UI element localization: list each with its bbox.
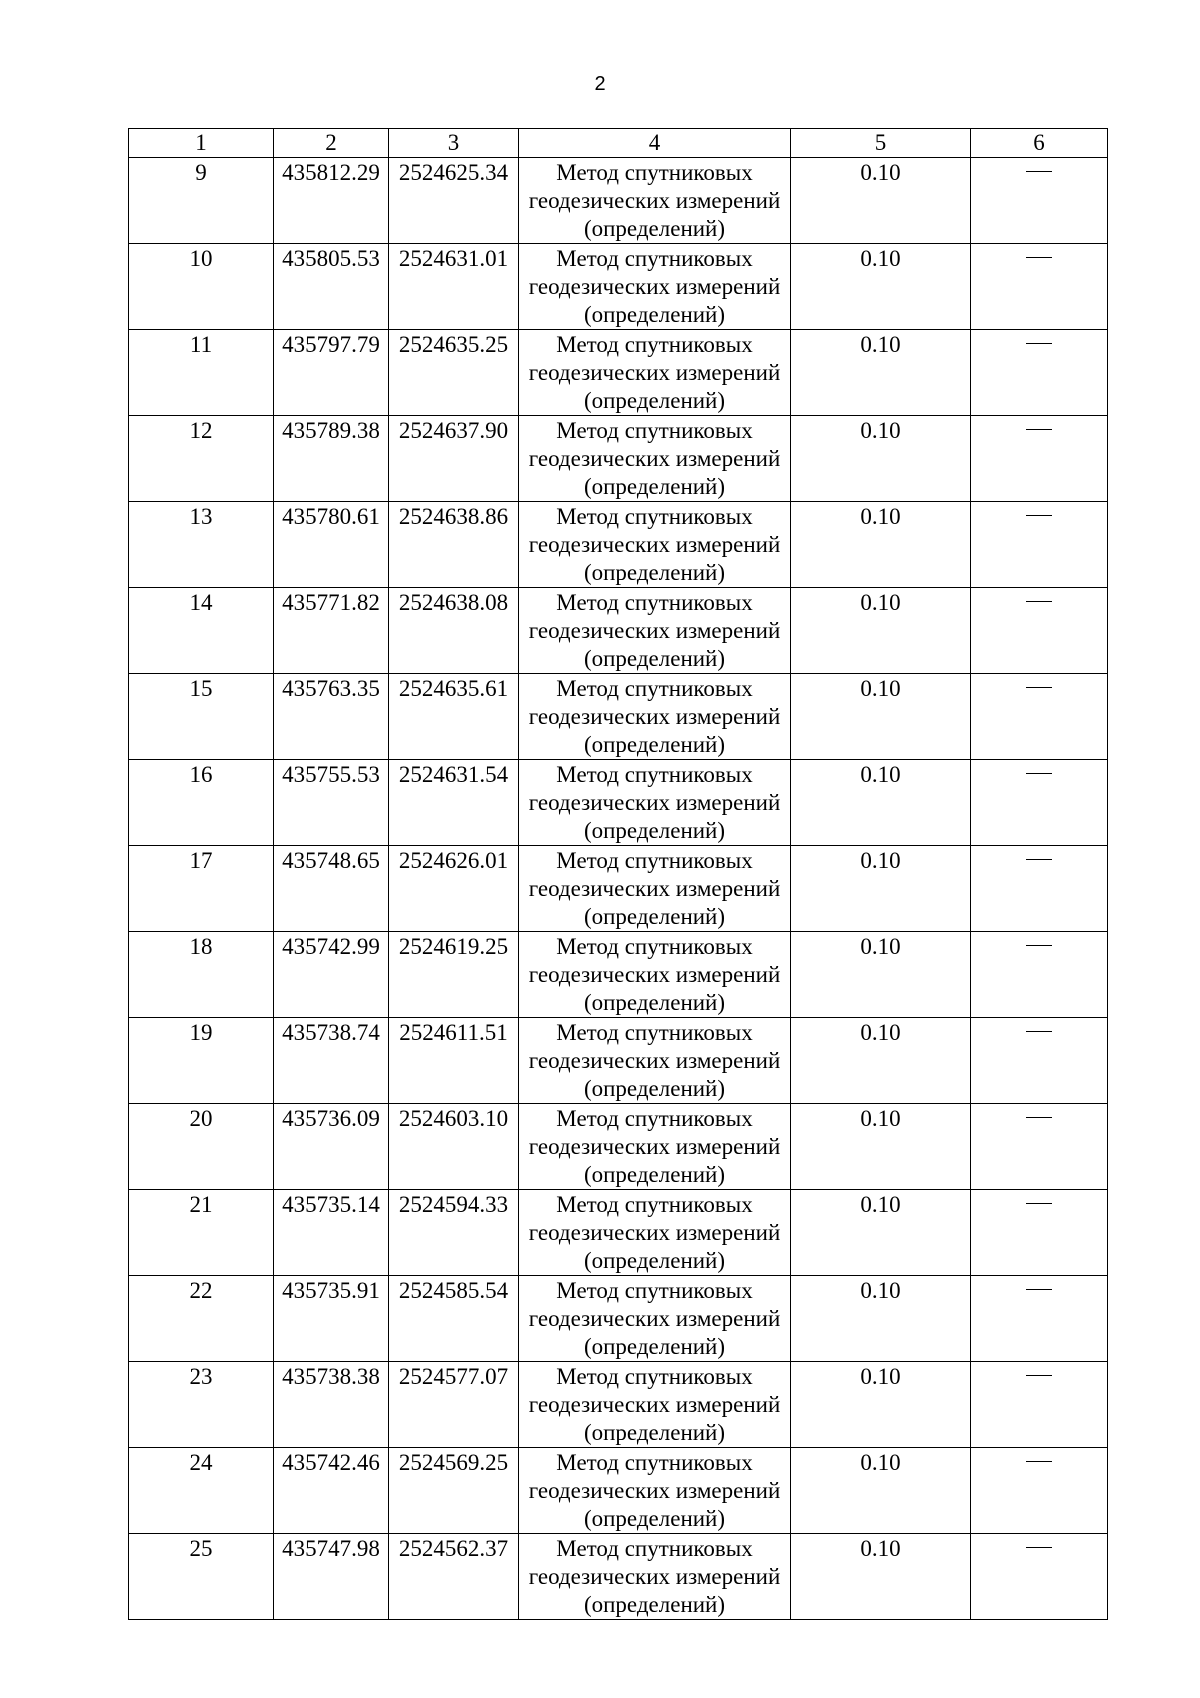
table-row [129, 1534, 1108, 1620]
x-coordinate-cell: 435797.79 [274, 330, 389, 416]
method-line: (определений) [583, 1162, 726, 1187]
table-row [129, 760, 1108, 846]
method-line: (определений) [583, 818, 726, 843]
table-header [129, 129, 1108, 158]
note-cell [971, 674, 1108, 760]
method-cell [519, 1276, 791, 1362]
point-number-cell: 25 [129, 1534, 274, 1620]
method-cell [519, 1534, 791, 1620]
y-coordinate-cell: 2524611.51 [389, 1018, 519, 1104]
accuracy-cell: 0.10 [791, 674, 971, 760]
accuracy-cell: 0.10 [791, 502, 971, 588]
method-line: Метод спутниковых [556, 332, 753, 357]
point-number-cell: 11 [129, 330, 274, 416]
method-cell [519, 674, 791, 760]
point-number-cell: 20 [129, 1104, 274, 1190]
method-line: геодезических измерений [528, 1048, 781, 1073]
method-line: Метод спутниковых [556, 1192, 753, 1217]
note-cell [971, 846, 1108, 932]
method-line: (определений) [583, 302, 726, 327]
note-cell [971, 1276, 1108, 1362]
dash-mark [1026, 515, 1052, 516]
method-line: (определений) [583, 1420, 726, 1445]
note-cell [971, 330, 1108, 416]
method-line: геодезических измерений [528, 274, 781, 299]
dash-mark [1026, 1375, 1052, 1376]
method-line: (определений) [583, 1334, 726, 1359]
x-coordinate-cell: 435735.91 [274, 1276, 389, 1362]
x-coordinate-cell: 435747.98 [274, 1534, 389, 1620]
column-header-1: 1 [129, 129, 274, 158]
column-header-3: 3 [389, 129, 519, 158]
dash-mark [1026, 859, 1052, 860]
table-row [129, 244, 1108, 330]
method-line: геодезических измерений [528, 618, 781, 643]
point-number-cell: 23 [129, 1362, 274, 1448]
method-cell [519, 1018, 791, 1104]
x-coordinate-cell: 435748.65 [274, 846, 389, 932]
x-coordinate-cell: 435735.14 [274, 1190, 389, 1276]
method-line: геодезических измерений [528, 188, 781, 213]
dash-mark [1026, 1203, 1052, 1204]
table-row [129, 588, 1108, 674]
y-coordinate-cell: 2524603.10 [389, 1104, 519, 1190]
table-row [129, 158, 1108, 244]
point-number-cell: 14 [129, 588, 274, 674]
method-cell [519, 846, 791, 932]
accuracy-cell: 0.10 [791, 932, 971, 1018]
method-line: геодезических измерений [528, 704, 781, 729]
method-cell [519, 760, 791, 846]
method-line: Метод спутниковых [556, 848, 753, 873]
method-cell [519, 416, 791, 502]
method-line: Метод спутниковых [556, 1364, 753, 1389]
dash-mark [1026, 429, 1052, 430]
accuracy-cell: 0.10 [791, 1276, 971, 1362]
accuracy-cell: 0.10 [791, 158, 971, 244]
note-cell [971, 932, 1108, 1018]
method-cell [519, 330, 791, 416]
method-cell [519, 1448, 791, 1534]
note-cell [971, 1534, 1108, 1620]
note-cell [971, 1448, 1108, 1534]
accuracy-cell: 0.10 [791, 1104, 971, 1190]
dash-mark [1026, 945, 1052, 946]
y-coordinate-cell: 2524635.61 [389, 674, 519, 760]
method-line: Метод спутниковых [556, 762, 753, 787]
point-number-cell: 12 [129, 416, 274, 502]
table-row [129, 1362, 1108, 1448]
method-cell [519, 1190, 791, 1276]
dash-mark [1026, 773, 1052, 774]
table-row [129, 1190, 1108, 1276]
method-cell [519, 158, 791, 244]
table-row [129, 502, 1108, 588]
method-line: геодезических измерений [528, 446, 781, 471]
method-line: Метод спутниковых [556, 1278, 753, 1303]
x-coordinate-cell: 435812.29 [274, 158, 389, 244]
method-line: Метод спутниковых [556, 1106, 753, 1131]
accuracy-cell: 0.10 [791, 244, 971, 330]
accuracy-cell: 0.10 [791, 588, 971, 674]
method-cell [519, 244, 791, 330]
accuracy-cell: 0.10 [791, 330, 971, 416]
note-cell [971, 158, 1108, 244]
dash-mark [1026, 1461, 1052, 1462]
note-cell [971, 1018, 1108, 1104]
note-cell [971, 760, 1108, 846]
table-row [129, 1448, 1108, 1534]
method-line: геодезических измерений [528, 1220, 781, 1245]
accuracy-cell: 0.10 [791, 846, 971, 932]
method-line: геодезических измерений [528, 532, 781, 557]
method-cell [519, 588, 791, 674]
page-number: 2 [594, 73, 606, 95]
accuracy-cell: 0.10 [791, 1190, 971, 1276]
accuracy-cell: 0.10 [791, 1534, 971, 1620]
note-cell [971, 1104, 1108, 1190]
method-line: Метод спутниковых [556, 1020, 753, 1045]
method-line: геодезических измерений [528, 1392, 781, 1417]
method-line: геодезических измерений [528, 1478, 781, 1503]
y-coordinate-cell: 2524638.86 [389, 502, 519, 588]
accuracy-cell: 0.10 [791, 1448, 971, 1534]
y-coordinate-cell: 2524585.54 [389, 1276, 519, 1362]
point-number-cell: 24 [129, 1448, 274, 1534]
method-line: (определений) [583, 646, 726, 671]
table-row [129, 416, 1108, 502]
table-row [129, 1276, 1108, 1362]
table-row [129, 1018, 1108, 1104]
method-cell [519, 502, 791, 588]
y-coordinate-cell: 2524626.01 [389, 846, 519, 932]
table-row [129, 330, 1108, 416]
note-cell [971, 1190, 1108, 1276]
method-line: Метод спутниковых [556, 676, 753, 701]
method-line: Метод спутниковых [556, 1536, 753, 1561]
accuracy-cell: 0.10 [791, 1018, 971, 1104]
method-line: Метод спутниковых [556, 1450, 753, 1475]
dash-mark [1026, 687, 1052, 688]
dash-mark [1026, 171, 1052, 172]
point-number-cell: 21 [129, 1190, 274, 1276]
method-line: геодезических измерений [528, 1134, 781, 1159]
method-line: геодезических измерений [528, 790, 781, 815]
method-line: (определений) [583, 1248, 726, 1273]
accuracy-cell: 0.10 [791, 416, 971, 502]
method-line: Метод спутниковых [556, 934, 753, 959]
point-number-cell: 15 [129, 674, 274, 760]
method-line: геодезических измерений [528, 360, 781, 385]
note-cell [971, 1362, 1108, 1448]
header-row [129, 129, 1108, 158]
x-coordinate-cell: 435742.99 [274, 932, 389, 1018]
x-coordinate-cell: 435789.38 [274, 416, 389, 502]
method-line: (определений) [583, 1506, 726, 1531]
x-coordinate-cell: 435738.74 [274, 1018, 389, 1104]
y-coordinate-cell: 2524619.25 [389, 932, 519, 1018]
x-coordinate-cell: 435763.35 [274, 674, 389, 760]
method-line: (определений) [583, 474, 726, 499]
method-cell [519, 1104, 791, 1190]
method-line: (определений) [583, 732, 726, 757]
y-coordinate-cell: 2524562.37 [389, 1534, 519, 1620]
x-coordinate-cell: 435780.61 [274, 502, 389, 588]
y-coordinate-cell: 2524631.01 [389, 244, 519, 330]
x-coordinate-cell: 435755.53 [274, 760, 389, 846]
column-header-2: 2 [274, 129, 389, 158]
point-number-cell: 22 [129, 1276, 274, 1362]
table-row [129, 674, 1108, 760]
point-number-cell: 16 [129, 760, 274, 846]
method-line: геодезических измерений [528, 1564, 781, 1589]
note-cell [971, 416, 1108, 502]
coordinates-table [128, 128, 1108, 1620]
method-line: (определений) [583, 1076, 726, 1101]
dash-mark [1026, 1547, 1052, 1548]
y-coordinate-cell: 2524577.07 [389, 1362, 519, 1448]
column-header-4: 4 [519, 129, 791, 158]
table-row [129, 932, 1108, 1018]
method-line: Метод спутниковых [556, 504, 753, 529]
method-line: геодезических измерений [528, 1306, 781, 1331]
accuracy-cell: 0.10 [791, 760, 971, 846]
method-line: геодезических измерений [528, 876, 781, 901]
dash-mark [1026, 601, 1052, 602]
table-body [129, 158, 1108, 1620]
column-header-5: 5 [791, 129, 971, 158]
column-header-6: 6 [971, 129, 1108, 158]
x-coordinate-cell: 435742.46 [274, 1448, 389, 1534]
method-cell [519, 932, 791, 1018]
point-number-cell: 9 [129, 158, 274, 244]
dash-mark [1026, 1289, 1052, 1290]
method-line: (определений) [583, 904, 726, 929]
method-line: Метод спутниковых [556, 246, 753, 271]
y-coordinate-cell: 2524637.90 [389, 416, 519, 502]
y-coordinate-cell: 2524635.25 [389, 330, 519, 416]
x-coordinate-cell: 435738.38 [274, 1362, 389, 1448]
method-line: (определений) [583, 1592, 726, 1617]
method-line: Метод спутниковых [556, 160, 753, 185]
method-line: (определений) [583, 990, 726, 1015]
point-number-cell: 19 [129, 1018, 274, 1104]
note-cell [971, 244, 1108, 330]
method-line: Метод спутниковых [556, 590, 753, 615]
point-number-cell: 10 [129, 244, 274, 330]
x-coordinate-cell: 435771.82 [274, 588, 389, 674]
table-row [129, 846, 1108, 932]
x-coordinate-cell: 435805.53 [274, 244, 389, 330]
method-line: (определений) [583, 560, 726, 585]
method-line: Метод спутниковых [556, 418, 753, 443]
note-cell [971, 588, 1108, 674]
dash-mark [1026, 343, 1052, 344]
point-number-cell: 13 [129, 502, 274, 588]
accuracy-cell: 0.10 [791, 1362, 971, 1448]
y-coordinate-cell: 2524631.54 [389, 760, 519, 846]
dash-mark [1026, 1031, 1052, 1032]
y-coordinate-cell: 2524625.34 [389, 158, 519, 244]
y-coordinate-cell: 2524638.08 [389, 588, 519, 674]
y-coordinate-cell: 2524569.25 [389, 1448, 519, 1534]
x-coordinate-cell: 435736.09 [274, 1104, 389, 1190]
y-coordinate-cell: 2524594.33 [389, 1190, 519, 1276]
table-row [129, 1104, 1108, 1190]
dash-mark [1026, 1117, 1052, 1118]
method-cell [519, 1362, 791, 1448]
method-line: (определений) [583, 388, 726, 413]
method-line: (определений) [583, 216, 726, 241]
note-cell [971, 502, 1108, 588]
method-line: геодезических измерений [528, 962, 781, 987]
point-number-cell: 18 [129, 932, 274, 1018]
point-number-cell: 17 [129, 846, 274, 932]
dash-mark [1026, 257, 1052, 258]
